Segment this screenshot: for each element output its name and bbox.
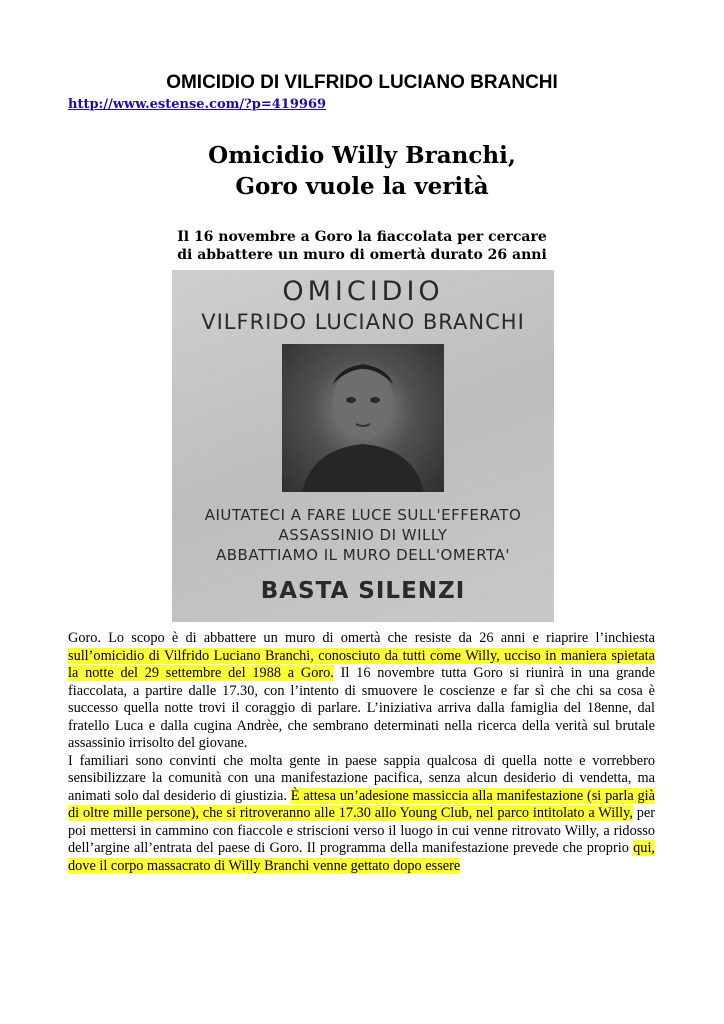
article-subheadline: [0, 228, 724, 264]
poster-heading: OMICIDIO: [282, 276, 444, 307]
portrait-photo: [282, 344, 444, 492]
headline-line-1: Omicidio Willy Branchi,: [208, 142, 516, 169]
text-run: I familiari sono convinti che molta gente in paese sappia qualcosa di quella notte e vorrebbero sensibilizzare la comunità con una manifestazione pacifica, senza alcun desiderio di vendetta, ma animati solo dal desiderio di giustizia.: [68, 752, 655, 804]
article-paragraph-2: [68, 753, 655, 876]
portrait-silhouette: [282, 344, 444, 492]
text-run: Il 16 novembre tutta Goro si riunirà in una grande fiaccolata, a partire dalle 17.30, con l’intento di smuovere le coscienze e far sì che chi sa cosa è successo quella notte trovi il coraggio di parlare. L’iniziativa arriva dalla famiglia del 18enne, dal fratello Luca e dalla cugina Andrèe, che sembrano determinati nella ricerca della verità sul brutale assassinio irrisolto del giovane.: [68, 665, 655, 751]
poster-image: [172, 270, 554, 622]
source-link[interactable]: http://www.estense.com/?p=419969: [68, 97, 327, 112]
poster-text-3: ABBATTIAMO IL MURO DELL'OMERTA': [216, 546, 510, 564]
text-run: per poi mettersi in cammino con fiaccole e striscioni verso il luogo in cui venne ritrovato Willy, a ridosso dell’argine all’entrata del paese di Goro. Il programma della manifestazione prevede che proprio: [68, 805, 655, 856]
document-title: OMICIDIO DI VILFRIDO LUCIANO BRANCHI: [166, 72, 558, 93]
article-paragraph-1: [68, 630, 655, 753]
highlighted-text: qui, dove il corpo massacrato di Willy Branchi venne gettato dopo essere: [68, 840, 655, 874]
subheadline-line-1: Il 16 novembre a Goro la fiaccolata per cercare: [177, 229, 547, 245]
article-body: [68, 630, 655, 875]
text-run: Goro. Lo scopo è di abbattere un muro di omertà che resiste da 26 anni e riaprire l’inchiesta: [68, 630, 655, 646]
poster-text-1: AIUTATECI A FARE LUCE SULL'EFFERATO: [204, 506, 522, 524]
highlighted-text: È attesa un’adesione massiccia alla manifestazione (si parla già di oltre mille persone), che si ritroveranno alle 17.30 allo Young Club, nel parco intitolato a Willy,: [68, 787, 655, 821]
subheadline-line-2: di abbattere un muro di omertà durato 26 anni: [177, 247, 547, 263]
poster-slogan: BASTA SILENZI: [260, 578, 466, 604]
article-headline: [0, 140, 724, 202]
poster-text-2: ASSASSINIO DI WILLY: [278, 526, 448, 544]
headline-line-2: Goro vuole la verità: [235, 173, 489, 200]
highlighted-text: sull’omicidio di Vilfrido Luciano Branchi, conosciuto da tutti come Willy, ucciso in maniera spietata la notte del 29 settembre del 1988 a Goro.: [68, 647, 655, 681]
poster-name: VILFRIDO LUCIANO BRANCHI: [201, 310, 525, 334]
